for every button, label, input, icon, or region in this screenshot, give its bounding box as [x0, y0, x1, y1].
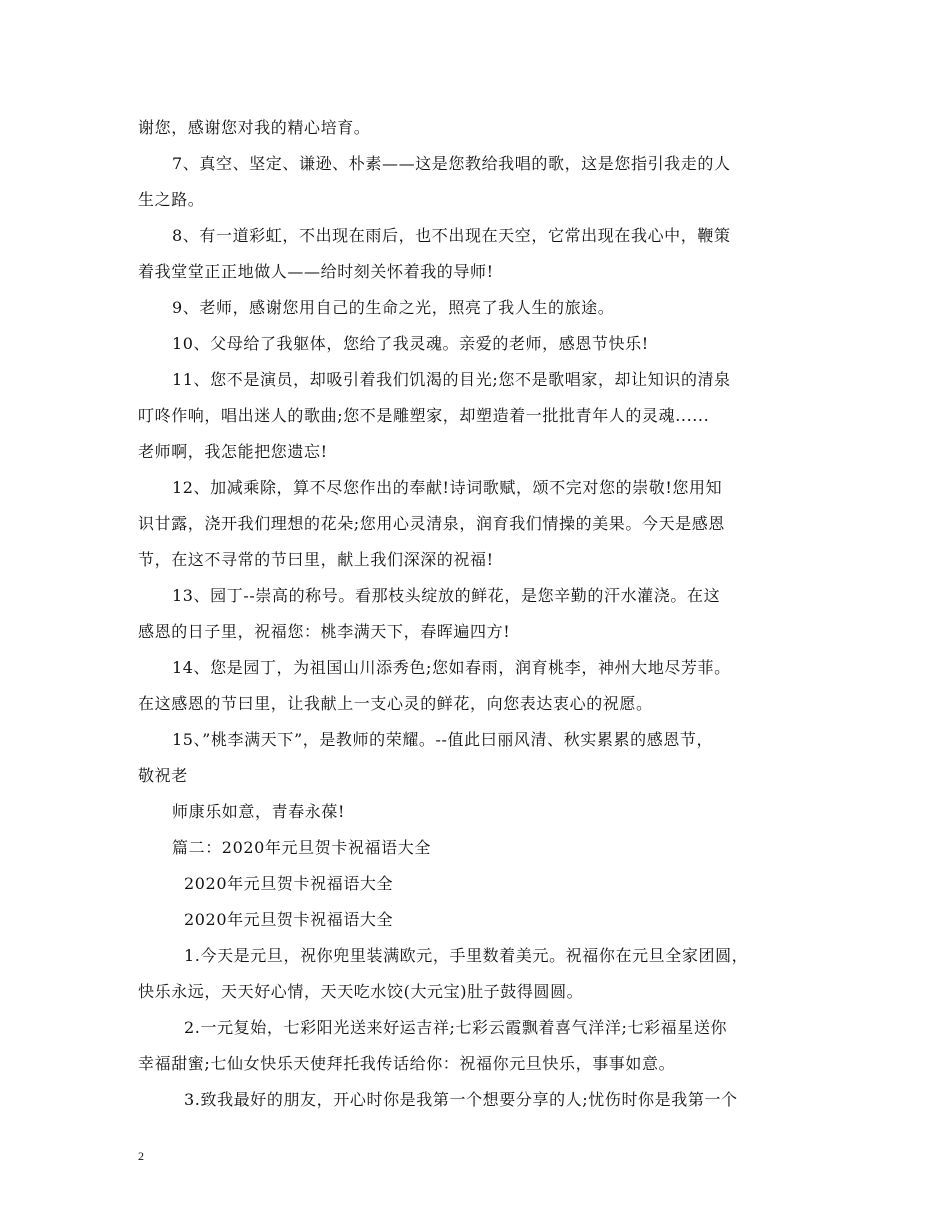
text-line: 老师啊，我怎能把您遗忘! [138, 442, 328, 461]
text-line: 11、您不是演员，却吸引着我们饥渴的目光;您不是歌唱家，却让知识的清泉 [172, 370, 731, 389]
text-line: 13、园丁--崇高的称号。看那枝头绽放的鲜花，是您辛勤的汗水灌浇。在这 [172, 586, 721, 605]
article-title: 2020年元旦贺卡祝福语大全 [184, 874, 394, 893]
page-number: 2 [138, 1149, 144, 1163]
text-line: 10、父母给了我躯体，您给了我灵魂。亲爱的老师，感恩节快乐! [172, 334, 649, 353]
text-line: 在这感恩的节曰里，让我献上一支心灵的鲜花，向您表达衷心的祝愿。 [138, 694, 653, 713]
text-line: 14、您是园丁，为祖国山川添秀色;您如春雨，润育桃李，神州大地尽芳菲。 [172, 658, 731, 677]
section-heading: 篇二：2020年元旦贺卡祝福语大全 [172, 838, 431, 857]
text-line: 15、”桃李满天下”，是教师的荣耀。--值此曰丽风清、秋实累累的感恩节， [172, 730, 714, 749]
text-line: 8、有一道彩虹，不出现在雨后，也不出现在天空，它常出现在我心中，鞭策 [172, 226, 731, 245]
text-line: 师康乐如意，青春永葆! [172, 802, 346, 821]
text-line: 7、真空、坚定、谦逊、朴素——这是您教给我唱的歌，这是您指引我走的人 [172, 154, 731, 173]
text-line: 12、加减乘除，算不尽您作出的奉献!诗词歌赋，颂不完对您的崇敬!您用知 [172, 478, 723, 497]
text-line: 2.一元复始，七彩阳光送来好运吉祥;七彩云霞飘着喜气洋洋;七彩福星送你 [184, 1018, 728, 1037]
text-line: 感恩的日子里，祝福您：桃李满天下，春晖遍四方! [138, 622, 511, 641]
text-line: 着我堂堂正正地做人——给时刻关怀着我的导师! [138, 262, 494, 281]
text-line: 生之路。 [138, 190, 205, 209]
text-line: 3.致我最好的朋友，开心时你是我第一个想要分享的人;忧伤时你是我第一个 [184, 1090, 738, 1109]
text-line: 1.今天是元旦，祝你兜里装满欧元，手里数着美元。祝福你在元旦全家团圆， [184, 946, 749, 965]
text-line: 幸福甜蜜;七仙女快乐天使拜托我传话给你：祝福你元旦快乐，事事如意。 [138, 1054, 676, 1073]
text-line: 叮咚作响，唱出迷人的歌曲;您不是雕塑家，却塑造着一批批青年人的灵魂...... [138, 406, 710, 425]
text-line: 快乐永远，天天好心情，天天吃水饺(大元宝)肚子鼓得圆圆。 [138, 982, 584, 1001]
text-line: 9、老师，感谢您用自己的生命之光，照亮了我人生的旅途。 [172, 298, 615, 317]
text-line: 识甘露，浇开我们理想的花朵;您用心灵清泉，润育我们情操的美果。今天是感恩 [138, 514, 725, 533]
text-line: 谢您，感谢您对我的精心培育。 [138, 118, 371, 137]
text-line: 敬祝老 [138, 766, 188, 785]
article-subtitle: 2020年元旦贺卡祝福语大全 [184, 910, 394, 929]
text-line: 节，在这不寻常的节曰里，献上我们深深的祝福! [138, 550, 494, 569]
